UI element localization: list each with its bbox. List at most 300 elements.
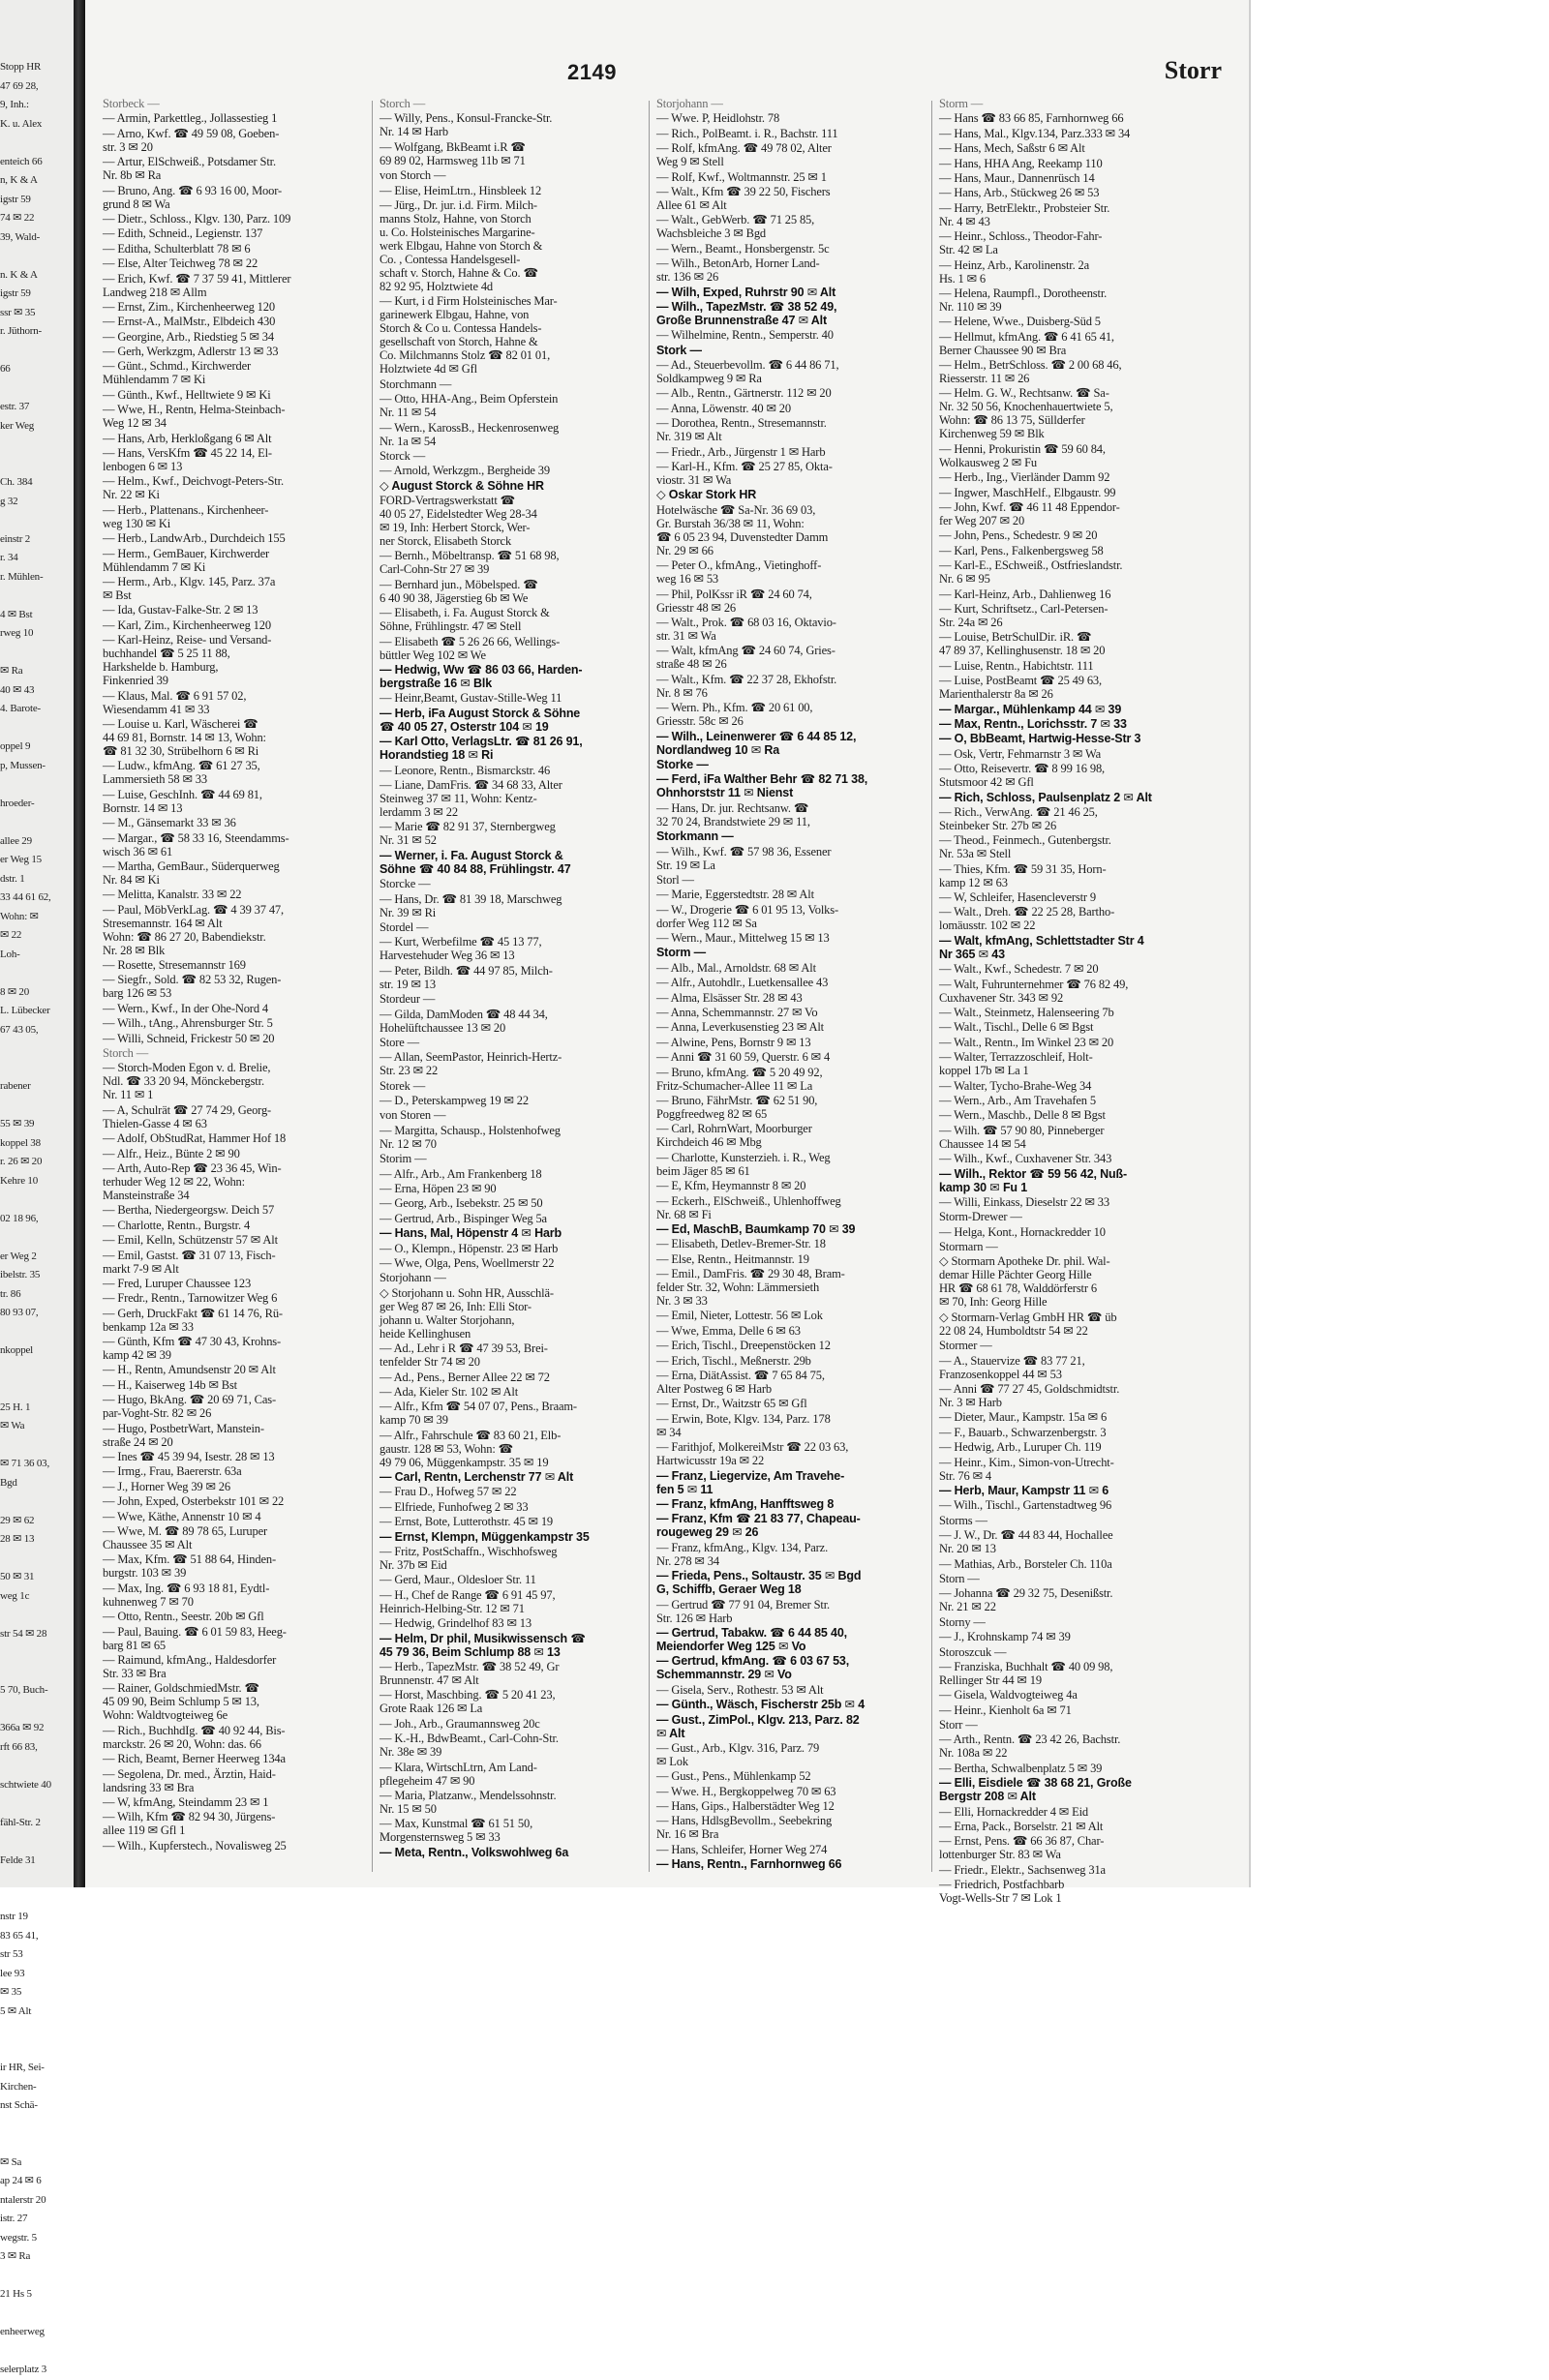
directory-entry: — Gust., Pens., Mühlenkamp 52 (656, 1769, 811, 1784)
directory-entry: — Paul, Bauing. ☎ 6 01 59 83, Heeg- barg 81 ✉ 65 (103, 1624, 287, 1652)
previous-page-fragment: 4 ✉ Bst (0, 608, 33, 620)
previous-page-fragment (0, 1492, 73, 1512)
directory-entry: — Rolf, Kwf., Woltmannstr. 25 ✉ 1 (656, 169, 827, 184)
directory-entry: — Wilh., Leinenwerer ☎ 6 44 85 12, Nordlandweg 10 ✉ Ra (656, 729, 857, 757)
directory-entry: — J., Horner Weg 39 ✉ 26 (103, 1479, 231, 1493)
directory-entry: — Rosette, Stresemannstr 169 (103, 958, 246, 973)
directory-entry: — Wilh., Tischl., Gartenstadtweg 96 (939, 1498, 1112, 1513)
column-divider (372, 101, 373, 1872)
previous-page-fragment (0, 719, 73, 738)
previous-page-fragment: ker Weg (0, 419, 35, 432)
previous-page-fragment (0, 1190, 73, 1210)
directory-entry: — Elisabeth, i. Fa. August Storck & Söhne, Frühlingstr. 47 ✉ Stell (380, 606, 550, 634)
previous-page-fragment (0, 247, 73, 266)
directory-entry: — Wern., Kwf., In der Ohe-Nord 4 (103, 1001, 268, 1015)
directory-entry: — John, Kwf. ☎ 46 11 48 Eppendor- fer Weg 207 ✉ 20 (939, 500, 1120, 528)
directory-entry: — Carl, Rentn, Lerchenstr 77 ✉ Alt (380, 1470, 574, 1485)
directory-entry: — Wern., Beamt., Honsbergenstr. 5c (656, 241, 830, 256)
previous-page-fragment (0, 2267, 73, 2286)
directory-entry: — Segolena, Dr. med., Ärztin, Haid- landsring 33 ✉ Bra (103, 1766, 276, 1794)
previous-page-fragment: 8 ✉ 20 (0, 985, 30, 998)
surname-heading: Storkmann — (656, 829, 734, 844)
previous-page-fragment: ✉ Wa (0, 1420, 25, 1431)
previous-page-fragment: 74 ✉ 22 (0, 212, 35, 224)
previous-page-fragment (0, 1097, 73, 1116)
directory-entry: — W, Schleifer, Hasencleverstr 9 (939, 890, 1097, 905)
previous-page-fragment (0, 644, 73, 663)
previous-page-fragment (0, 2040, 73, 2060)
directory-entry: Storim — (380, 1152, 427, 1166)
directory-entry: — F., Bauarb., Schwarzenbergstr. 3 (939, 1425, 1107, 1439)
directory-entry: — Helm., Kwf., Deichvogt-Peters-Str. Nr. 22 ✉ Ki (103, 474, 284, 502)
directory-entry: — Karl-H., Kfm. ☎ 25 27 85, Okta- viostr. 31 ✉ Wa (656, 460, 833, 488)
directory-entry: Store — (380, 1035, 419, 1049)
directory-entry: — Walt., GebWerb. ☎ 71 25 85, Wachsbleiche 3 ✉ Bgd (656, 213, 815, 241)
previous-page-fragment: dstr. 1 (0, 872, 25, 885)
directory-entry: — Bruno, Ang. ☎ 6 93 16 00, Moor- grund 8 ✉ Wa (103, 183, 283, 211)
previous-page-fragment: ✉ 71 36 03, (0, 1458, 50, 1469)
directory-entry: — Walt, Fuhrunternehmer ☎ 76 82 49, Cuxhavener Str. 343 ✉ 92 (939, 977, 1129, 1005)
directory-entry: — Hans, VersKfm ☎ 45 22 14, El- lenbogen 6 ✉ 13 (103, 446, 272, 474)
directory-entry: — W, kfmAng, Steindamm 23 ✉ 1 (103, 1794, 269, 1809)
directory-entry: — Gust., ZimPol., Klgv. 213, Parz. 82 ✉ Alt (656, 1712, 860, 1740)
directory-entry: — Peter O., kfmAng., Vietinghoff- weg 16 ✉ 53 (656, 558, 822, 587)
directory-entry: — K.-H., BdwBeamt., Carl-Cohn-Str. Nr. 38e ✉ 39 (380, 1732, 559, 1760)
directory-column-1 (103, 97, 364, 1878)
directory-entry: — Gisela, Serv., Rothestr. 53 ✉ Alt (656, 1682, 824, 1697)
directory-entry: — Walt., Tischl., Delle 6 ✉ Bgst (939, 1020, 1094, 1035)
directory-entry: — Alb., Rentn., Gärtnerstr. 112 ✉ 20 (656, 386, 832, 401)
directory-entry: — Ernst, Pens. ☎ 66 36 87, Char- lottenburger Str. 83 ✉ Wa (939, 1834, 1105, 1862)
previous-page-fragment: wegstr. 5 (0, 2231, 37, 2244)
directory-entry: — Friedr., Elektr., Sachsenweg 31a (939, 1862, 1106, 1877)
directory-entry: — Dorothea, Rentn., Stresemannstr. Nr. 319 ✉ Alt (656, 416, 827, 444)
directory-entry: — Bernh., Möbeltransp. ☎ 51 68 98, Carl-Cohn-Str 27 ✉ 39 (380, 549, 560, 577)
directory-entry: — Rich., VerwAng. ☎ 21 46 25, Steinbeker Str. 27b ✉ 26 (939, 804, 1098, 832)
previous-page-fragment: str 53 (0, 1948, 23, 1960)
directory-entry: — Helga, Kont., Hornackredder 10 (939, 1224, 1106, 1239)
directory-entry: — Frau D., Hofweg 57 ✉ 22 (380, 1485, 517, 1499)
directory-entry: Storbeck — (103, 97, 160, 110)
previous-page-fragment: 4. Barote- (0, 703, 41, 714)
surname-heading: Storke — (656, 757, 709, 771)
directory-entry: — O, BbBeamt, Hartwig-Hesse-Str 3 (939, 732, 1141, 746)
directory-entry: — John, Pens., Schedestr. 9 ✉ 20 (939, 528, 1098, 543)
previous-page-fragment: Bgd (0, 1476, 17, 1489)
directory-entry: — Elisabeth ☎ 5 26 26 66, Wellings- büttler Weg 102 ✉ We (380, 634, 561, 662)
previous-page-fragment: 47 69 28, (0, 79, 39, 92)
directory-entry: — Emil., DamFris. ☎ 29 30 48, Bram- felder Str. 32, Wohn: Lämmersieth Nr. 3 ✉ 33 (656, 1267, 845, 1309)
directory-entry: — Willy, Pens., Konsul-Francke-Str. Nr. 14 ✉ Harb (380, 111, 553, 139)
directory-entry: — Herm., GemBauer, Kirchwerder Mühlendamm 7 ✉ Ki (103, 546, 270, 574)
previous-page-fragment: 02 18 96, (0, 1212, 39, 1224)
directory-entry: — Rich, Beamt, Berner Heerweg 134a (103, 1752, 286, 1766)
directory-entry: — Alfr., Autohdlr., Luetkensallee 43 (656, 976, 829, 990)
directory-entry: — Dietr., Schloss., Klgv. 130, Parz. 109 (103, 211, 291, 226)
previous-page-fragment: 80 93 07, (0, 1307, 39, 1318)
directory-entry: — Ernst, Klempn, Müggenkampstr 35 (380, 1529, 590, 1544)
directory-entry: — Gertrud, kfmAng. ☎ 6 03 67 53, Schemmannstr. 29 ✉ Vo (656, 1654, 850, 1682)
directory-entry: — Charlotte, Rentn., Burgstr. 4 (103, 1218, 251, 1232)
directory-entry: — E, Kfm, Heymannstr 8 ✉ 20 (656, 1179, 806, 1193)
directory-entry: — Hellmut, kfmAng. ☎ 6 41 65 41, Berner Chaussee 90 ✉ Bra (939, 329, 1114, 357)
directory-entry: — Ad., Steuerbevollm. ☎ 6 44 86 71, Soldkampweg 9 ✉ Ra (656, 358, 839, 386)
previous-page-fragment (0, 964, 73, 983)
directory-entry: — Hans, Gips., Halberstädter Weg 12 (656, 1799, 835, 1814)
directory-entry: — Walt., Kfm ☎ 39 22 50, Fischers Allee 61 ✉ Alt (656, 184, 831, 212)
directory-entry: — Bernhard jun., Möbelsped. ☎ 6 40 90 38, Jägerstieg 6b ✉ We (380, 577, 538, 605)
previous-page-fragment: n. K & A (0, 268, 38, 281)
directory-entry: Storch — (380, 97, 426, 110)
directory-entry: — Alfr., Heiz., Bünte 2 ✉ 90 (103, 1146, 240, 1160)
directory-entry: — J. W., Dr. ☎ 44 83 44, Hochallee Nr. 20 ✉ 13 (939, 1528, 1113, 1556)
directory-entry: — Armin, Parkettleg., Jollassestieg 1 (103, 111, 278, 126)
directory-entry: — Herm., Arb., Klgv. 145, Parz. 37a ✉ Bst (103, 574, 276, 602)
directory-entry: — M., Gänsemarkt 33 ✉ 36 (103, 816, 236, 830)
previous-page-fragment: 66 (0, 363, 11, 375)
directory-entry: — Helene, Wwe., Duisberg-Süd 5 (939, 315, 1101, 329)
previous-page-fragment: nst Schä- (0, 2099, 38, 2111)
directory-entry: — Ada, Kieler Str. 102 ✉ Alt (380, 1384, 519, 1399)
directory-entry: — Max, Kunstmal ☎ 61 51 50, Morgensternsweg 5 ✉ 33 (380, 1817, 533, 1845)
directory-entry: — Wilh., tAng., Ahrensburger Str. 5 (103, 1016, 273, 1031)
directory-entry: — Jürg., Dr. jur. i.d. Firm. Milch- manns Stolz, Hahne, von Storch u. Co. Holsteinisches Margarine- werk Elbgau, Hahne von Storch & Co. , Contessa Handelsgesell- schaft v. Storch, Hahne & Co. ☎ 82 92 95, Holztwiete 4d (380, 197, 543, 293)
previous-page-fragment: einstr 2 (0, 532, 31, 545)
previous-page-fragment: enheerweg (0, 2326, 45, 2337)
directory-entry: — Ernst, Zim., Kirchenheerweg 120 (103, 299, 275, 314)
previous-page-fragment (0, 1039, 73, 1059)
directory-entry: — Alfr., Fahrschule ☎ 83 60 21, Elb- gaustr. 128 ✉ 53, Wohn: ☎ 49 79 06, Müggenkampstr. 35 ✉ 19 (380, 1428, 562, 1469)
directory-entry: — Harry, BetrElektr., Probsteier Str. Nr. 4 ✉ 43 (939, 200, 1110, 228)
directory-entry: — Theod., Feinmech., Gutenbergstr. Nr. 53a ✉ Stell (939, 833, 1111, 861)
previous-page-fragment: igstr 59 (0, 193, 31, 205)
previous-page-fragment (0, 1832, 73, 1852)
directory-entry: — Bruno, kfmAng. ☎ 5 20 49 92, Fritz-Schumacher-Allee 11 ✉ La (656, 1065, 823, 1093)
directory-entry: — Emil, Nieter, Lottestr. 56 ✉ Lok (656, 1309, 823, 1323)
directory-entry: — Ernst, Dr., Waitzstr 65 ✉ Gfl (656, 1397, 807, 1411)
previous-page-fragment: ibelstr. 35 (0, 1269, 41, 1280)
previous-page-fragment: koppel 38 (0, 1136, 41, 1149)
directory-entry: — Rich, Schloss, Paulsenplatz 2 ✉ Alt (939, 790, 1152, 804)
directory-entry: — Franz, Liegervize, Am Travehe- fen 5 ✉ 11 (656, 1468, 845, 1496)
previous-page-fragment: er Weg 15 (0, 854, 42, 865)
directory-entry: — Wilhelmine, Rentn., Semperstr. 40 (656, 328, 834, 343)
column-divider (649, 101, 650, 1872)
directory-entry: — Erich, Kwf. ☎ 7 37 59 41, Mittlerer Landweg 218 ✉ Allm (103, 271, 291, 299)
directory-entry: ◇ August Storck & Söhne HR (380, 478, 544, 493)
previous-page-fragment: enteich 66 (0, 155, 43, 167)
directory-entry: — Wilh., BetonArb, Horner Land- str. 136 ✉ 26 (656, 256, 820, 285)
directory-entry: — Gisela, Waldvogteiweg 4a (939, 1688, 1078, 1702)
directory-entry: — Max, Rentn., Lorichsstr. 7 ✉ 33 (939, 716, 1127, 731)
directory-entry: — Wwe. H., Bergkoppelweg 70 ✉ 63 (656, 1784, 836, 1798)
previous-page-fragment: K. u. Alex (0, 117, 43, 130)
directory-entry: — Fredr., Rentn., Tarnowitzer Weg 6 (103, 1291, 278, 1306)
directory-entry: — Melitta, Kanalstr. 33 ✉ 22 (103, 888, 242, 902)
directory-entry: — Hans, Maur., Dannenrüsch 14 (939, 170, 1095, 185)
directory-entry: — Martha, GemBaur., Süderquerweg Nr. 84 ✉ Ki (103, 859, 280, 887)
previous-page-fragment: 29 ✉ 62 (0, 1514, 35, 1526)
previous-page-fragment: igstr 59 (0, 287, 31, 299)
directory-column-4 (939, 97, 1222, 1906)
directory-entry: — Willi, Schneid, Frickestr 50 ✉ 20 (103, 1031, 275, 1045)
previous-page-fragment: 33 44 61 62, (0, 891, 51, 903)
directory-entry: — Frieda, Pens., Soltaustr. 35 ✉ Bgd G, Schiffb, Geraer Weg 18 (656, 1569, 862, 1597)
directory-entry: Stordeur — (380, 992, 436, 1007)
directory-entry: — Wwe, Olga, Pens, Woellmerstr 22 (380, 1255, 555, 1270)
directory-entry: — Wern., Maur., Mittelweg 15 ✉ 13 (656, 931, 830, 946)
directory-entry: — Hans, Arb., Stückweg 26 ✉ 53 (939, 186, 1100, 200)
directory-entry: — Erna, Höpen 23 ✉ 90 (380, 1182, 497, 1196)
directory-entry: — Helm., BetrSchloss. ☎ 2 00 68 46, Riesserstr. 11 ✉ 26 (939, 358, 1122, 386)
previous-page-fragment (0, 134, 73, 153)
directory-entry: — Walt., Dreh. ☎ 22 25 28, Bartho- lomäusstr. 102 ✉ 22 (939, 905, 1115, 933)
directory-entry: — Anni ☎ 31 60 59, Querstr. 6 ✉ 4 (656, 1050, 831, 1065)
directory-entry: — Karl, Zim., Kirchenheerweg 120 (103, 618, 271, 632)
directory-entry: — Elisabeth, Detlev-Bremer-Str. 18 (656, 1237, 826, 1251)
previous-page-fragment (0, 813, 73, 832)
previous-page-fragment: 40 ✉ 43 (0, 683, 35, 696)
directory-entry: Storny — (939, 1614, 986, 1629)
directory-entry: — Gilda, DamModen ☎ 48 44 34, Hohelüftchaussee 13 ✉ 20 (380, 1007, 548, 1035)
previous-page-fragment: ir HR, Sei- (0, 2062, 45, 2073)
directory-entry: — Wwe. P, Heidlohstr. 78 (656, 111, 780, 126)
directory-entry: — Phil, PolKssr iR ☎ 24 60 74, Griesstr 48 ✉ 26 (656, 587, 812, 615)
directory-entry: — Otto, HHA-Ang., Beim Opferstein Nr. 11 ✉ 54 (380, 392, 559, 420)
directory-entry: — Meta, Rentn., Volkswohlweg 6a (380, 1845, 569, 1859)
directory-entry: FORD-Vertragswerkstatt ☎ 40 05 27, Eidelstedter Weg 28-34 ✉ 19, Inh: Herbert Storck, Wer- ner Storck, Elisabeth Storck (380, 494, 537, 549)
directory-entry: Storek — (380, 1078, 426, 1093)
directory-entry: — Hans, Rentn., Farnhornweg 66 (656, 1857, 842, 1872)
previous-page-fragment: r. Mühlen- (0, 570, 44, 583)
directory-entry: — Max, Ing. ☎ 6 93 18 81, Eydtl- kuhnenweg 7 ✉ 70 (103, 1581, 270, 1609)
directory-entry: — Margitta, Schausp., Holstenhofweg Nr. 12 ✉ 70 (380, 1123, 561, 1151)
directory-entry: — Helm. G. W., Rechtsanw. ☎ Sa- Nr. 32 50 56, Knochenhauertwiete 5, Wohn: ☎ 86 13 75, Süllderfer Kirchenweg 59 ✉ Blk (939, 386, 1113, 441)
directory-entry: — Erich, Tischl., Dreepenstöcken 12 (656, 1339, 831, 1353)
directory-entry: — Wwe, M. ☎ 89 78 65, Luruper Chaussee 35 ✉ Alt (103, 1524, 267, 1552)
previous-page-fragment: ✉ 22 (0, 929, 22, 941)
directory-entry: Storms — (939, 1513, 987, 1527)
previous-page-fragment: 3 ✉ Ra (0, 2250, 31, 2262)
previous-page-fragment: allee 29 (0, 834, 32, 847)
directory-entry: — Gerd, Maur., Oldesloer Str. 11 (380, 1573, 536, 1587)
directory-entry: — Bertha, Niedergeorgsw. Deich 57 (103, 1203, 275, 1218)
directory-entry: — Rich., BuchhdIg. ☎ 40 92 44, Bis- marckstr. 26 ✉ 20, Wohn: das. 66 (103, 1723, 286, 1751)
directory-entry: — Heinr,Beamt, Gustav-Stille-Weg 11 (380, 691, 562, 706)
previous-page-fragment: 67 43 05, (0, 1023, 39, 1036)
directory-entry: — Mathias, Arb., Borsteler Ch. 110a (939, 1556, 1112, 1571)
previous-page-fragment: estr. 37 (0, 401, 30, 412)
previous-page-fragment: ap 24 ✉ 6 (0, 2175, 42, 2186)
directory-entry: — Emil, Kelln, Schützenstr 57 ✉ Alt (103, 1233, 278, 1248)
directory-entry: Stormer — (939, 1339, 992, 1353)
directory-entry: — Elli, Hornackredder 4 ✉ Eid (939, 1804, 1088, 1819)
directory-entry: — Ernst-A., MalMstr., Elbdeich 430 (103, 315, 276, 329)
directory-entry: — Wern., Arb., Am Travehafen 5 (939, 1093, 1096, 1107)
directory-entry: — Walter, Tycho-Brahe-Weg 34 (939, 1078, 1092, 1093)
directory-entry: — Rainer, GoldschmiedMstr. ☎ 45 09 90, Beim Schlump 5 ✉ 13, Wohn: Waldtvogteiweg 6e (103, 1681, 259, 1723)
previous-page-fragment: Kehre 10 (0, 1174, 39, 1187)
directory-entry: — Hugo, PostbetrWart, Manstein- straße 24 ✉ 20 (103, 1421, 264, 1449)
directory-entry: — Elli, Eisdiele ☎ 38 68 21, Große Bergstr 208 ✉ Alt (939, 1776, 1132, 1804)
directory-entry: — Franziska, Buchhalt ☎ 40 09 98, Rellinger Str 44 ✉ 19 (939, 1659, 1113, 1687)
directory-entry: — H., Rentn, Amundsenstr 20 ✉ Alt (103, 1363, 276, 1377)
directory-entry: — Dieter, Maur., Kampstr. 15a ✉ 6 (939, 1410, 1108, 1425)
directory-entry: — Alfr., Kfm ☎ 54 07 07, Pens., Braam- kamp 70 ✉ 39 (380, 1400, 577, 1428)
previous-page-fragment: Wohn: ✉ (0, 910, 39, 922)
directory-entry: — Friedr., Arb., Jürgenstr 1 ✉ Harb (656, 444, 826, 459)
directory-entry: Stormarn — (939, 1240, 998, 1254)
directory-entry: — Georg, Arb., Isebekstr. 25 ✉ 50 (380, 1196, 543, 1211)
previous-page-fragment: Loh- (0, 948, 20, 960)
directory-entry: — Hans, Arb, Herkloßgang 6 ✉ Alt (103, 431, 272, 445)
previous-page-fragment (0, 2134, 73, 2154)
directory-entry: — Gertrud, Arb., Bispinger Weg 5a (380, 1211, 547, 1225)
directory-entry: — Herb., LandwArb., Durchdeich 155 (103, 531, 286, 546)
directory-entry: — Otto, Rentn., Seestr. 20b ✉ Gfl (103, 1610, 264, 1624)
directory-entry: — Heinr., Kim., Simon-von-Utrecht- Str. 76 ✉ 4 (939, 1455, 1114, 1483)
directory-entry: — Luise, GeschInh. ☎ 44 69 81, Bornstr. 14 ✉ 13 (103, 787, 262, 815)
directory-entry: — Helm, Dr phil, Musikwissensch ☎ 45 79 36, Beim Schlump 88 ✉ 13 (380, 1631, 586, 1659)
directory-entry: — Edith, Schneid., Legienstr. 137 (103, 226, 263, 241)
directory-entry: — Ad., Pens., Berner Allee 22 ✉ 72 (380, 1370, 550, 1384)
previous-page-fragment (0, 2116, 73, 2135)
directory-entry: — Emil, Gastst. ☎ 31 07 13, Fisch- markt 7-9 ✉ Alt (103, 1248, 276, 1276)
directory-entry: — Werner, i. Fa. August Storck & Söhne ☎ 40 84 88, Frühlingstr. 47 (380, 848, 571, 876)
directory-entry: — Arth, Auto-Rep ☎ 23 36 45, Win- terhuder Weg 12 ✉ 22, Wohn: Mansteinstraße 34 (103, 1160, 282, 1202)
directory-entry: — Klara, WirtschLtrn, Am Land- pflegeheim 47 ✉ 90 (380, 1760, 537, 1788)
directory-entry: Storn — (939, 1571, 980, 1585)
previous-page-fragment (0, 1436, 73, 1456)
previous-page-fragment (0, 1889, 73, 1909)
directory-entry: — Herb., Ing., Vierländer Damm 92 (939, 470, 1110, 485)
directory-entry: — Heinr., Kienholt 6a ✉ 71 (939, 1702, 1072, 1717)
directory-entry: Storl — (656, 872, 694, 887)
directory-entry: Storoszcuk — (939, 1644, 1007, 1659)
directory-entry: — Heinz, Arb., Karolinenstr. 2a Hs. 1 ✉ 6 (939, 257, 1090, 286)
directory-entry: — Karl-Heinz, Arb., Dahlienweg 16 (939, 587, 1111, 601)
directory-entry: — Joh., Arb., Graumannsweg 20c (380, 1716, 540, 1731)
previous-page-fragment: Stopp HR (0, 61, 42, 73)
directory-entry: — Arth., Rentn. ☎ 23 42 26, Bachstr. Nr. 108a ✉ 22 (939, 1732, 1121, 1761)
directory-entry: — Allan, SeemPastor, Heinrich-Hertz- Str. 23 ✉ 22 (380, 1050, 562, 1078)
directory-entry: von Storch — (380, 168, 446, 183)
directory-entry: Storr — (939, 1718, 978, 1732)
directory-entry: — Henni, Prokuristin ☎ 59 60 84, Wolkausweg 2 ✉ Fu (939, 441, 1106, 469)
previous-page-fragment: Ch. 384 (0, 476, 33, 488)
directory-entry: Storjohann — (656, 97, 723, 110)
directory-entry: — Heinr., Schloss., Theodor-Fahr- Str. 42 ✉ La (939, 229, 1103, 257)
directory-entry: — Karl Otto, VerlagsLtr. ☎ 81 26 91, Horandstieg 18 ✉ Ri (380, 735, 583, 763)
previous-page-fragment: tr. 86 (0, 1287, 21, 1300)
directory-entry: — Bertha, Schwalbenplatz 5 ✉ 39 (939, 1761, 1103, 1775)
directory-entry: — W., Drogerie ☎ 6 01 95 13, Volks- dorfer Weg 112 ✉ Sa (656, 902, 838, 930)
directory-entry: — Liane, DamFris. ☎ 34 68 33, Alter Steinweg 37 ✉ 11, Wohn: Kentz- lerdamm 3 ✉ 22 (380, 777, 562, 819)
directory-entry: — Walter, Terrazzoschleif, Holt- koppel 17b ✉ La 1 (939, 1050, 1093, 1078)
previous-page-fragment (0, 2342, 73, 2362)
previous-page-fragment (0, 342, 73, 361)
directory-entry: — Ingwer, MaschHelf., Elbgaustr. 99 (939, 485, 1116, 499)
directory-entry: — Hugo, BkAng. ☎ 20 69 71, Cas- par-Voght-Str. 82 ✉ 26 (103, 1393, 276, 1421)
directory-entry: — Louise, BetrSchulDir. iR. ☎ 47 89 37, Kellinghusenstr. 18 ✉ 20 (939, 630, 1106, 658)
directory-entry: — Margar., ☎ 58 33 16, Steendamms- wisch 36 ✉ 61 (103, 830, 289, 859)
previous-page-fragment: 50 ✉ 31 (0, 1571, 35, 1582)
directory-entry: — Hedwig, Arb., Luruper Ch. 119 (939, 1440, 1102, 1455)
directory-entry: — Walt, kfmAng, Schlettstadter Str 4 Nr 365 ✉ 43 (939, 933, 1144, 961)
previous-page-fragment: 5 70, Buch- (0, 1684, 48, 1696)
directory-entry: — Günt., Schmd., Kirchwerder Mühlendamm 7 ✉ Ki (103, 359, 252, 387)
previous-page-fragment: g 32 (0, 495, 18, 507)
directory-entry: — Wolfgang, BkBeamt i.R ☎ 69 89 02, Harmsweg 11b ✉ 71 (380, 139, 526, 167)
directory-entry: — Karl-E., ESchweiß., Ostfrieslandstr. Nr. 6 ✉ 95 (939, 558, 1123, 587)
previous-page-strip (0, 58, 73, 2375)
page-edge (1249, 0, 1251, 1887)
directory-entry: Storm-Drewer — (939, 1210, 1022, 1224)
previous-page-fragment: 55 ✉ 39 (0, 1118, 35, 1130)
directory-entry: — Luise, PostBeamt ☎ 25 49 63, Marienthalerstr 8a ✉ 26 (939, 674, 1103, 702)
previous-page-fragment: 83 65 41, (0, 1929, 39, 1942)
directory-entry: — Wilh., Kwf., Cuxhavener Str. 343 (939, 1152, 1112, 1166)
previous-page-fragment (0, 1379, 73, 1399)
previous-page-fragment: n, K & A (0, 174, 38, 186)
directory-entry: — D., Peterskampweg 19 ✉ 22 (380, 1094, 529, 1108)
previous-page-fragment (0, 1361, 73, 1380)
previous-page-fragment: r. Jüthorn- (0, 325, 43, 337)
directory-entry: — Bruno, FährMstr. ☎ 62 51 90, Poggfreedweg 82 ✉ 65 (656, 1093, 818, 1121)
directory-entry: — Irmg., Frau, Baererstr. 63a (103, 1464, 242, 1479)
directory-entry: — Margar., Mühlenkamp 44 ✉ 39 (939, 702, 1122, 716)
directory-entry: — Johanna ☎ 29 32 75, Desenißstr. Nr. 21 ✉ 22 (939, 1586, 1113, 1614)
directory-entry: — Karl, Pens., Falkenbergsweg 58 (939, 543, 1104, 557)
book-gutter (74, 0, 85, 1887)
previous-page-fragment (0, 1794, 73, 1814)
directory-entry: — Erna, DiätAssist. ☎ 7 65 84 75, Alter Postweg 6 ✉ Harb (656, 1369, 825, 1397)
previous-page-fragment (0, 587, 73, 606)
directory-entry: — Elfriede, Funhofweg 2 ✉ 33 (380, 1499, 529, 1514)
directory-entry: — Kurt, Werbefilme ☎ 45 13 77, Harvestehuder Weg 36 ✉ 13 (380, 935, 542, 963)
directory-entry: — Artur, ElSchweiß., Potsdamer Str. Nr. 8b ✉ Ra (103, 155, 276, 183)
directory-entry: — Gertrud ☎ 77 91 04, Bremer Str. Str. 126 ✉ Harb (656, 1597, 830, 1625)
directory-entry: — Walt., Kwf., Schedestr. 7 ✉ 20 (939, 962, 1099, 977)
directory-entry: — Franz, kfmAng., Klgv. 134, Parz. Nr. 278 ✉ 34 (656, 1540, 829, 1568)
directory-entry: — Wilh., Rektor ☎ 59 56 42, Nuß- kamp 30 ✉ Fu 1 (939, 1166, 1128, 1194)
running-head: Storr (1164, 56, 1222, 84)
previous-page-fragment: r. 34 (0, 552, 18, 563)
directory-entry: von Storen — (380, 1108, 446, 1123)
directory-entry: — Storch-Moden Egon v. d. Brelie, Ndl. ☎ 33 20 94, Mönckebergstr. Nr. 11 ✉ 1 (103, 1061, 271, 1102)
directory-entry: — O., Klempn., Höpenstr. 23 ✉ Harb (380, 1241, 559, 1255)
directory-entry: — Wern. Ph., Kfm. ☎ 20 61 00, Griesstr. 58c ✉ 26 (656, 701, 813, 729)
directory-entry: Storcke — (380, 877, 431, 891)
surname-heading: Storm — (656, 946, 707, 960)
previous-page-fragment: rweg 10 (0, 627, 34, 639)
directory-entry: — Ida, Gustav-Falke-Str. 2 ✉ 13 (103, 603, 258, 618)
directory-entry: — Hans, HHA Ang, Reekamp 110 (939, 156, 1103, 170)
directory-entry: — Ernst, Bote, Lutterothstr. 45 ✉ 19 (380, 1515, 554, 1529)
directory-entry: — Willi, Einkass, Dieselstr 22 ✉ 33 (939, 1194, 1110, 1209)
directory-entry: ◇ Oskar Stork HR (656, 488, 757, 502)
previous-page-fragment: selerplatz 3 (0, 2364, 46, 2375)
previous-page-fragment: str 54 ✉ 28 (0, 1627, 47, 1640)
previous-page-fragment (0, 379, 73, 399)
directory-entry: — Wwe, Emma, Delle 6 ✉ 63 (656, 1323, 801, 1338)
directory-entry: — Peter, Bildh. ☎ 44 97 85, Milch- str. 19 ✉ 13 (380, 963, 553, 991)
directory-entry: — John, Exped, Osterbekstr 101 ✉ 22 (103, 1494, 285, 1509)
directory-entry: — Hedwig, Grindelhof 83 ✉ 13 (380, 1616, 532, 1631)
directory-entry: — Editha, Schulterblatt 78 ✉ 6 (103, 241, 251, 256)
directory-entry: — Hedwig, Ww ☎ 86 03 66, Harden- bergstraße 16 ✉ Blk (380, 663, 583, 691)
previous-page-fragment: oppel 9 (0, 740, 31, 752)
